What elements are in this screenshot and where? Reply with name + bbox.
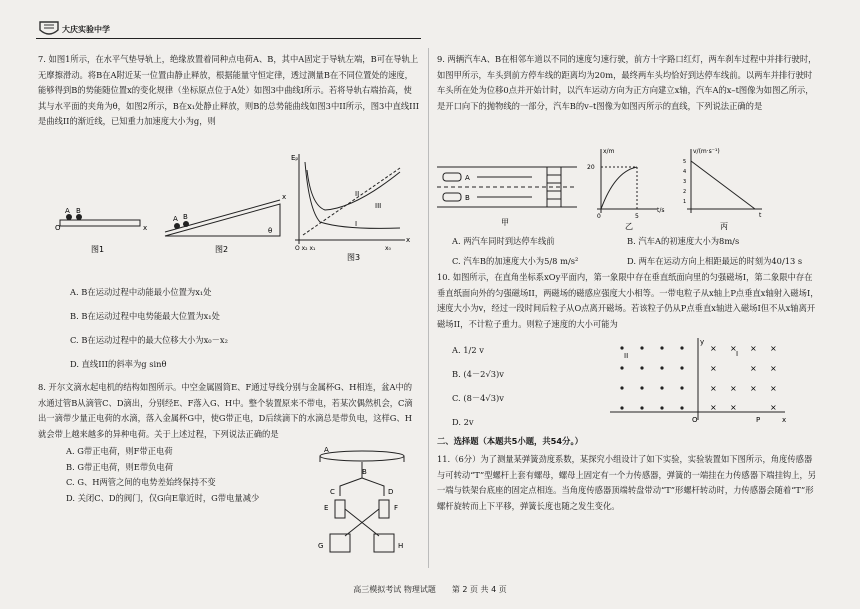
q9-figure-bing <box>683 148 762 231</box>
q7-figure-2 <box>165 193 286 254</box>
svg-text:Eₚ: Eₚ <box>291 154 299 162</box>
svg-text:v/(m·s⁻¹): v/(m·s⁻¹) <box>693 148 720 155</box>
svg-text:B: B <box>76 207 81 215</box>
svg-text:A: A <box>65 207 70 215</box>
q10-option-d: D. 2v <box>452 417 474 427</box>
q8-option-a: A. G带正电荷，则F带正电荷 <box>66 446 173 456</box>
svg-text:×: × <box>770 403 777 412</box>
svg-text:×: × <box>710 364 717 373</box>
svg-text:x/m: x/m <box>603 148 615 155</box>
svg-text:×: × <box>730 344 737 353</box>
svg-text:II: II <box>624 352 629 360</box>
svg-text:x₀: x₀ <box>385 245 391 252</box>
question-7 <box>38 52 420 130</box>
svg-text:C: C <box>330 488 335 496</box>
svg-text:O x₂ x₁: O x₂ x₁ <box>295 245 316 252</box>
q7-fig1-caption: 图1 <box>91 245 105 254</box>
q7-option-c: C. B在运动过程中的最大位移大小为x₀－x₂ <box>70 335 228 345</box>
svg-text:4: 4 <box>683 169 687 175</box>
question-9 <box>437 52 819 114</box>
svg-text:1: 1 <box>683 199 687 205</box>
header-rule <box>36 38 421 39</box>
q8-options <box>66 444 306 506</box>
svg-text:x: x <box>782 416 787 424</box>
svg-text:O: O <box>692 416 698 424</box>
svg-text:x: x <box>282 193 287 201</box>
svg-text:×: × <box>770 364 777 373</box>
svg-text:t: t <box>759 212 762 219</box>
svg-text:×: × <box>730 403 737 412</box>
q7-figure-1 <box>55 207 147 254</box>
q8-stem: 8. 开尔文滴水起电机的结构如图所示。中空金属圆筒E、F通过导线分别与金属杯G、H相连，盆A中的水通过管B从滴管C、D滴出，分别经E、F落入G、H中。整个装置原来不带电，若某次偶然机会，C滴出一滴带少量正电荷的水滴，落入金属杯G中，使G带正电，D后续滴下的水滴总是带负电，这样G、H就会带上越来越多的异种电荷。关于上述过程，下列说法正确的是 <box>38 382 413 439</box>
q10-options <box>452 338 602 434</box>
q7-figure-3 <box>291 154 410 262</box>
svg-text:5: 5 <box>683 159 687 165</box>
q9-option-a: A. 两汽车同时到达停车线前 <box>452 236 555 246</box>
svg-text:2: 2 <box>683 189 687 195</box>
q9-fig-jia-caption: 甲 <box>501 218 509 227</box>
q9-figure-yi <box>587 148 665 231</box>
svg-text:B: B <box>465 194 470 202</box>
svg-text:×: × <box>770 384 777 393</box>
svg-text:I: I <box>355 220 358 228</box>
svg-text:B: B <box>362 468 367 476</box>
q10-option-b: B. (4－2√3)v <box>452 369 504 379</box>
svg-text:×: × <box>770 344 777 353</box>
question-8 <box>38 380 420 442</box>
svg-text:×: × <box>750 344 757 353</box>
svg-text:F: F <box>394 504 399 512</box>
svg-text:A: A <box>465 174 470 182</box>
q7-stem: 7. 如图1所示，在水平气垫导轨上，绝缘放置着同种点电荷A、B，其中A固定于导轨左端，B可在导轨上无摩擦滑动。将B在A附近某一位置由静止释放，根据能量守恒定律，透过测量B在不同位置处的速度，能够得到B的势能随位置x的变化规律（坐标原点位于A处）如图3中曲线I所示。若将导轨右端抬高，使其与水平面的夹角为θ，如图2所示，B在x₁处静止释放，则B的总势能曲线如图3中II所示，图3中直线III是曲线II的渐近线，已知重力加速度大小为g，则 <box>38 54 419 126</box>
question-11 <box>437 452 819 514</box>
q9-fig-yi-caption: 乙 <box>625 222 633 231</box>
q10-option-c: C. (8－4√3)v <box>452 393 504 403</box>
svg-text:×: × <box>710 403 717 412</box>
column-divider <box>428 48 429 568</box>
q10-stem: 10. 如图所示，在直角坐标系xOy平面内，第一象限中存在垂直纸面向里的匀强磁场I，第二象限中存在垂直纸面向外的匀强磁场II，两磁场的磁感应强度大小相等。一带电粒子从x轴上P点垂直x轴射入磁场I，速度大小为v，经过一段时间后粒子从O点离开磁场。若该粒子仍从P点垂直x轴进入磁场I但不从x轴离开磁场II，不计粒子重力。则粒子速度的大小可能为 <box>437 272 819 329</box>
q9-fig-bing-caption: 丙 <box>720 222 728 231</box>
svg-text:A: A <box>324 446 329 454</box>
q8-option-b: B. G带正电荷，则E带负电荷 <box>66 461 174 472</box>
svg-text:×: × <box>710 344 717 353</box>
svg-text:5: 5 <box>635 213 639 220</box>
svg-text:D: D <box>388 488 394 496</box>
svg-text:×: × <box>710 384 717 393</box>
q7-option-b: B. B在运动过程中电势能最大位置为x₁处 <box>70 311 220 321</box>
q9-option-d: D. 两车在运动方向上相距最远的时刻为40/13 s <box>627 255 803 266</box>
svg-text:×: × <box>730 384 737 393</box>
q7-option-a: A. B在运动过程中动能最小位置为x₁处 <box>70 287 212 297</box>
q7-figures <box>55 150 415 262</box>
svg-text:3: 3 <box>683 179 687 185</box>
svg-text:B: B <box>183 213 188 221</box>
svg-text:t/s: t/s <box>657 207 665 214</box>
q9-options <box>452 234 832 269</box>
svg-text:y: y <box>700 338 705 346</box>
school-name: 大庆实验中学 <box>62 24 110 34</box>
svg-text:0: 0 <box>597 213 601 220</box>
school-logo <box>38 20 60 38</box>
page-footer: 高三模拟考试 物理试题 第 2 页 共 4 页 <box>353 585 507 594</box>
svg-text:P: P <box>756 416 761 424</box>
svg-text:O: O <box>55 224 61 232</box>
q8-kelvin-dropper-figure <box>310 446 420 566</box>
q9-option-c: C. 汽车B的加速度大小为5/8 m/s² <box>452 255 579 266</box>
q10-magnetic-field-figure <box>610 336 790 426</box>
svg-text:A: A <box>173 215 178 223</box>
q7-fig2-caption: 图2 <box>215 245 229 254</box>
svg-text:III: III <box>375 202 382 210</box>
svg-text:20: 20 <box>587 164 595 171</box>
q8-option-d: D. 关闭C、D的阀门，仅G向E靠近时，G带电量减少 <box>66 492 260 503</box>
svg-text:×: × <box>750 364 757 373</box>
svg-text:II: II <box>355 190 360 198</box>
q7-option-d: D. 直线III的斜率为g sinθ <box>70 359 167 369</box>
svg-text:H: H <box>398 542 404 550</box>
q9-stem: 9. 两辆汽车A、B在相邻车道以不同的速度匀速行驶，前方十字路口红灯，两车刹车过程中并排行驶时，如图甲所示，车头到前方停车线的距离均为20m，最终两车头均恰好到达停车线前。以两车并排行驶时车头所在处为位移0点并开始计时，以汽车运动方向为正方向建立x轴，汽车A的x–t图像为如图乙所示，是开口向下的抛物线的一部分，汽车B的v–t图像为如图丙所示的直线，下列说法正确的是 <box>437 54 817 111</box>
q7-fig3-caption: 图3 <box>347 253 361 262</box>
svg-text:G: G <box>318 542 324 550</box>
q8-option-c: C. G、H两管之间的电势差始终保持不变 <box>66 477 216 487</box>
q11-stem: 11.（6分）为了测量某弹簧劲度系数，某探究小组设计了如下实验，实验装置如下图所示，角度传感器与可转动“T”型螺杆上套有螺母，螺母上固定有一个力传感器，弹簧的一端挂在力传感器下端挂钩上，另一端与铁架台底座的固定点相连。当角度传感器顶端转盘带动“T”形螺杆转动时，力传感器会随着“T”形螺杆旋转而上下平移，弹簧长度也随之发生变化。 <box>437 454 817 511</box>
section-2-title: 二、选择题（本题共5小题，共54分。） <box>437 436 583 446</box>
question-10 <box>437 270 819 332</box>
svg-text:×: × <box>750 384 757 393</box>
svg-text:E: E <box>324 504 329 512</box>
svg-text:θ: θ <box>268 227 273 235</box>
svg-text:x: x <box>406 236 411 244</box>
svg-text:I: I <box>736 350 739 358</box>
svg-text:x: x <box>143 224 148 232</box>
q9-option-b: B. 汽车A的初速度大小为8m/s <box>627 236 740 246</box>
q10-option-a: A. 1/2 v <box>452 345 484 355</box>
q9-figures <box>437 145 767 233</box>
q7-options <box>70 280 420 376</box>
q9-figure-jia <box>437 167 577 227</box>
